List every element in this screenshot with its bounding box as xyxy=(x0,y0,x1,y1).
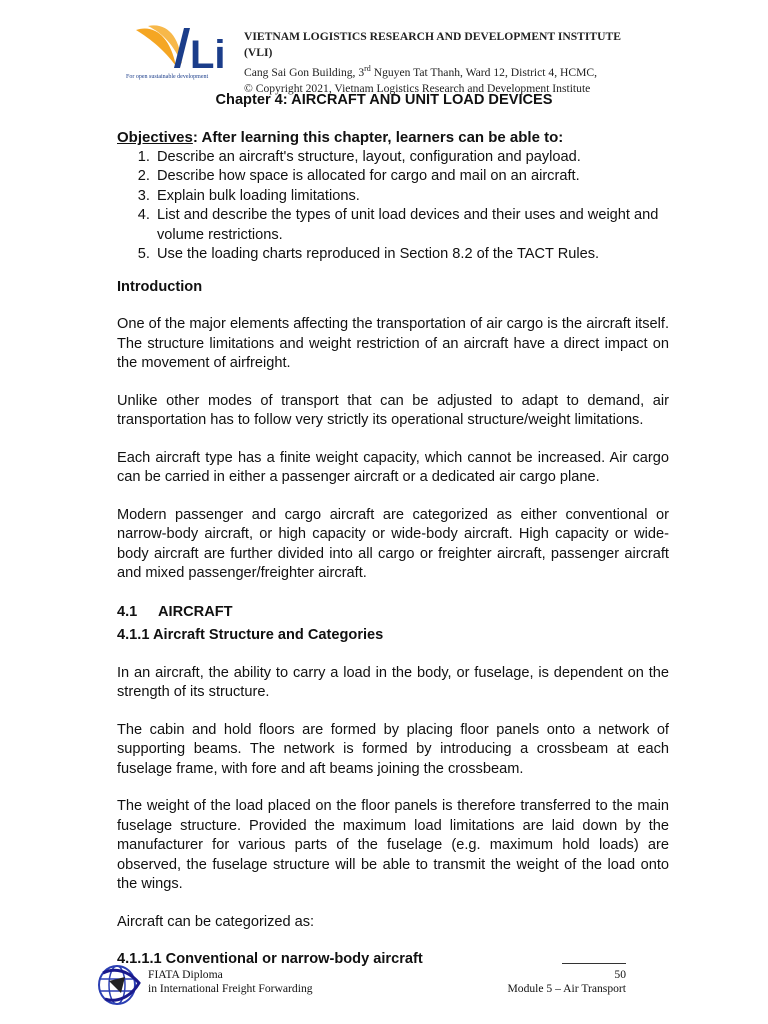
vli-logo-graphic xyxy=(126,22,230,78)
subsubsection-heading: 4.1.1.1 Conventional or narrow-body aircraft xyxy=(117,951,423,967)
footer-divider xyxy=(562,963,626,964)
page-footer xyxy=(0,955,768,1024)
institute-info xyxy=(244,29,624,97)
list-item: 3. Explain bulk loading limitations. xyxy=(154,187,669,207)
section-heading: 4.1 AIRCRAFT xyxy=(117,603,233,620)
list-item: 4. List and describe the types of unit load devices and their uses and weight and volume restrictions. xyxy=(154,206,669,245)
fiata-logo xyxy=(95,963,145,1007)
footer-diploma xyxy=(148,968,313,996)
svg-text:Li: Li xyxy=(190,33,226,77)
paragraph: The cabin and hold floors are formed by placing floor panels onto a network of supporting beams. The network is formed by introducing a crossbeam at each fuselage frame, with fore and aft beams joining the crossbeam. xyxy=(117,721,669,777)
institute-address: Cang Sai Gon Building, 3rd Nguyen Tat Thanh, Ward 12, District 4, HCMC, xyxy=(244,64,598,79)
paragraph: In an aircraft, the ability to carry a load in the body, or fuselage, is dependent on the strength of its structure. xyxy=(117,664,669,700)
footer-diploma-line1: FIATA Diploma xyxy=(148,968,223,981)
page-number: 50 xyxy=(614,968,626,981)
list-item: 5. Use the loading charts reproduced in Section 8.2 of the TACT Rules. xyxy=(154,245,669,265)
paragraph: One of the major elements affecting the transportation of air cargo is the aircraft itself. The structure limitations and weight restriction of an aircraft have a direct impact on the movement of airfreight. xyxy=(117,316,669,371)
introduction-heading: Introduction xyxy=(117,278,203,295)
main-content xyxy=(117,124,669,970)
fiata-globe-icon xyxy=(95,963,145,1007)
paragraph: Each aircraft type has a finite weight capacity, which cannot be increased. Air cargo can be carried in either a passenger aircraft or a dedicated air cargo plane. xyxy=(117,449,669,485)
footer-page-info xyxy=(507,968,626,996)
subsection-heading: 4.1.1 Aircraft Structure and Categories xyxy=(117,627,384,643)
list-item: 1. Describe an aircraft's structure, layout, configuration and payload. xyxy=(154,148,669,168)
paragraph: Modern passenger and cargo aircraft are categorized as either conventional or narrow-body aircraft, or high capacity or wide-body aircraft. High capacity or wide-body aircraft are further divided into all cargo or freighter aircraft, passenger aircraft and mixed passenger/freighter aircraft. xyxy=(117,506,669,581)
logo-tagline: For open sustainable development xyxy=(126,74,209,80)
list-item: 2. Describe how space is allocated for cargo and mail on an aircraft. xyxy=(154,167,669,187)
paragraph: Unlike other modes of transport that can be adjusted to adapt to demand, air transportation has to follow very strictly its operational structure/weight limitations. xyxy=(117,392,669,428)
page-header xyxy=(0,0,768,95)
objectives-heading: Objectives: After learning this chapter, learners can be able to: xyxy=(117,129,564,146)
footer-diploma-line2: in International Freight Forwarding xyxy=(148,982,313,995)
institute-name: VIETNAM LOGISTICS RESEARCH AND DEVELOPMENT INSTITUTE (VLI) xyxy=(244,30,621,59)
paragraph: The weight of the load placed on the floor panels is therefore transferred to the main fuselage structure. Provided the maximum load limitations are laid down by the manufacturer for various parts of the fuselage (e.g. maximum hold loads) are observed, the fuselage structure will be able to transmit the weight of the load onto the wings. xyxy=(117,798,669,892)
chapter-title: Chapter 4: AIRCRAFT AND UNIT LOAD DEVICES xyxy=(215,92,553,108)
module-label: Module 5 – Air Transport xyxy=(507,982,626,995)
copyright-line: © Copyright 2021, Vietnam Logistics Research and Development Institute xyxy=(244,81,591,95)
vli-logo xyxy=(126,22,230,88)
paragraph: Aircraft can be categorized as: xyxy=(117,913,315,930)
objectives-list xyxy=(117,148,669,265)
